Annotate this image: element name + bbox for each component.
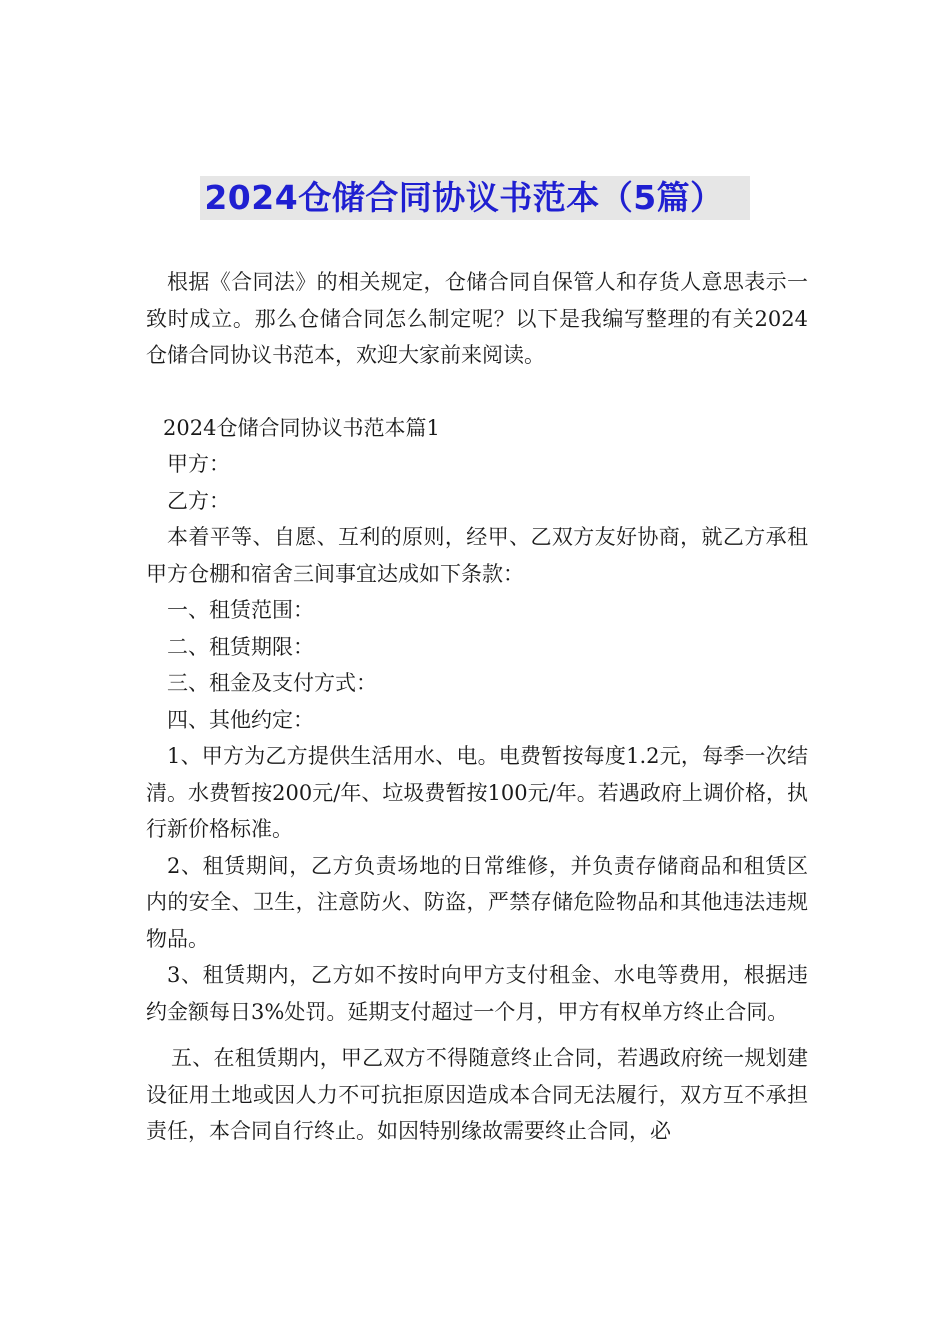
clause-4: 四、其他约定： — [167, 707, 314, 732]
preamble-paragraph: 本着平等、自愿、互利的原则，经甲、乙双方友好协商，就乙方承租甲方仓棚和宿舍三间事宜达成如下条款： — [146, 525, 808, 586]
title-container — [0, 176, 950, 220]
party-a-line: 甲方： — [167, 452, 230, 476]
party-b-line: 乙方： — [167, 488, 230, 513]
document-body — [146, 264, 808, 1150]
intro-paragraph: 根据《合同法》的相关规定，仓储合同自保管人和存货人意思表示一致时成立。那么仓储合同怎么制定呢？以下是我编写整理的有关2024仓储合同协议书范本，欢迎大家前来阅读。 — [146, 270, 808, 367]
clause-5: 五、在租赁期内，甲乙双方不得随意终止合同，若遇政府统一规划建设征用土地或因人力不可抗拒原因造成本合同无法履行，双方互不承担责任，本合同自行终止。如因特别缘故需要终止合同，必 — [146, 1046, 808, 1143]
clause-4-item-2: 2、租赁期间，乙方负责场地的日常维修，并负责存储商品和租赁区内的安全、卫生，注意防火、防盗，严禁存储危险物品和其他违法违规物品。 — [146, 853, 808, 951]
clause-4-item-3: 3、租赁期内，乙方如不按时向甲方支付租金、水电等费用，根据违约金额每日3%处罚。延期支付超过一个月，甲方有权单方终止合同。 — [146, 963, 808, 1024]
clause-2: 二、租赁期限： — [167, 634, 314, 659]
section-heading: 2024仓储合同协议书范本篇1 — [163, 415, 440, 440]
document-title: 2024仓储合同协议书范本（5篇） — [200, 176, 749, 220]
clause-4-item-1: 1、甲方为乙方提供生活用水、电。电费暂按每度1.2元，每季一次结清。水费暂按200元/年、垃圾费暂按100元/年。若遇政府上调价格，执行新价格标准。 — [146, 744, 808, 841]
clause-1: 一、租赁范围： — [167, 598, 314, 622]
clause-3: 三、租金及支付方式： — [167, 671, 377, 695]
